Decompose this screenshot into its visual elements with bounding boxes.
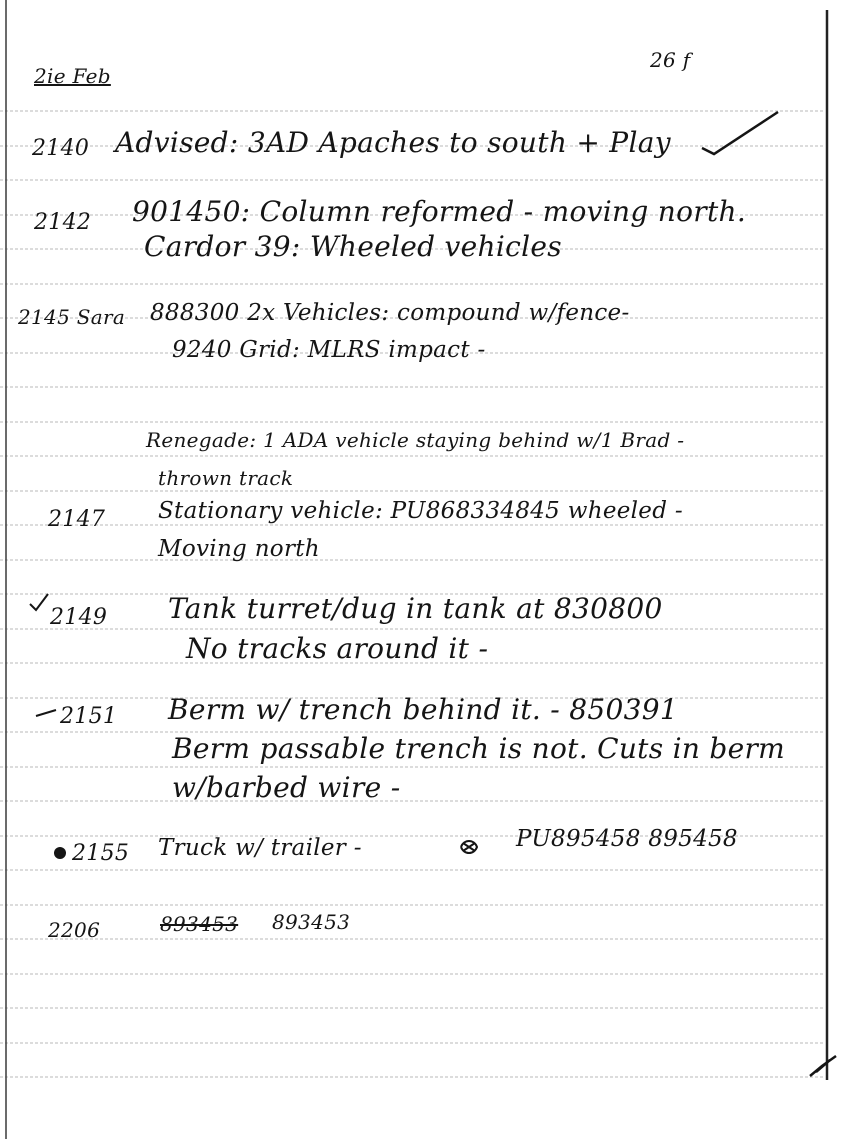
entry-line: No tracks around it - [186,632,489,665]
entry-time: 2140 [32,136,90,161]
entry-time: 2155 [72,841,130,866]
date-heading: 2ie Feb [34,64,111,88]
entry-time: 2142 [34,210,92,235]
entry-time: 2149 [50,605,108,630]
entry-line: Advised: 3AD Apaches to south + Play [115,126,671,159]
pen-mark-icon [808,1052,838,1080]
entry-line: 901450: Column reformed - moving north. [132,195,747,228]
check-mark-icon [28,592,50,614]
bullet-icon [52,845,68,861]
check-mark-icon [700,108,780,158]
entry-line: 893453 [272,910,351,934]
entry-time: 2147 [48,507,106,532]
entry-line: w/barbed wire - [172,771,401,804]
entry-time: 2151 [60,704,118,729]
entry-line: thrown track [158,466,294,490]
entry-line: Renegade: 1 ADA vehicle staying behind w/1 Brad - [146,428,685,452]
entry-time: 2145 Sara [18,305,126,329]
entry-line: 9240 Grid: MLRS impact - [172,337,486,363]
entry-line: 888300 2x Vehicles: compound w/fence- [150,300,630,326]
entry-line: Berm passable trench is not. Cuts in berm [172,732,786,765]
entry-line: PU895458 895458 [516,826,738,852]
scribble-icon [458,837,480,857]
entry-line: Berm w/ trench behind it. - 850391 [168,693,678,726]
entry-time: 2206 [48,918,101,942]
entry-line: Tank turret/dug in tank at 830800 [168,592,663,625]
entry-line: Cardor 39: Wheeled vehicles [144,230,562,263]
entry-line: Truck w/ trailer - [158,835,362,861]
entry-line: Moving north [158,536,320,562]
page-number: 26 f [650,48,691,72]
entry-line-crossed-out: 893453 [160,912,239,936]
entry-line: Stationary vehicle: PU868334845 wheeled - [158,498,683,524]
check-mark-icon [34,706,58,722]
